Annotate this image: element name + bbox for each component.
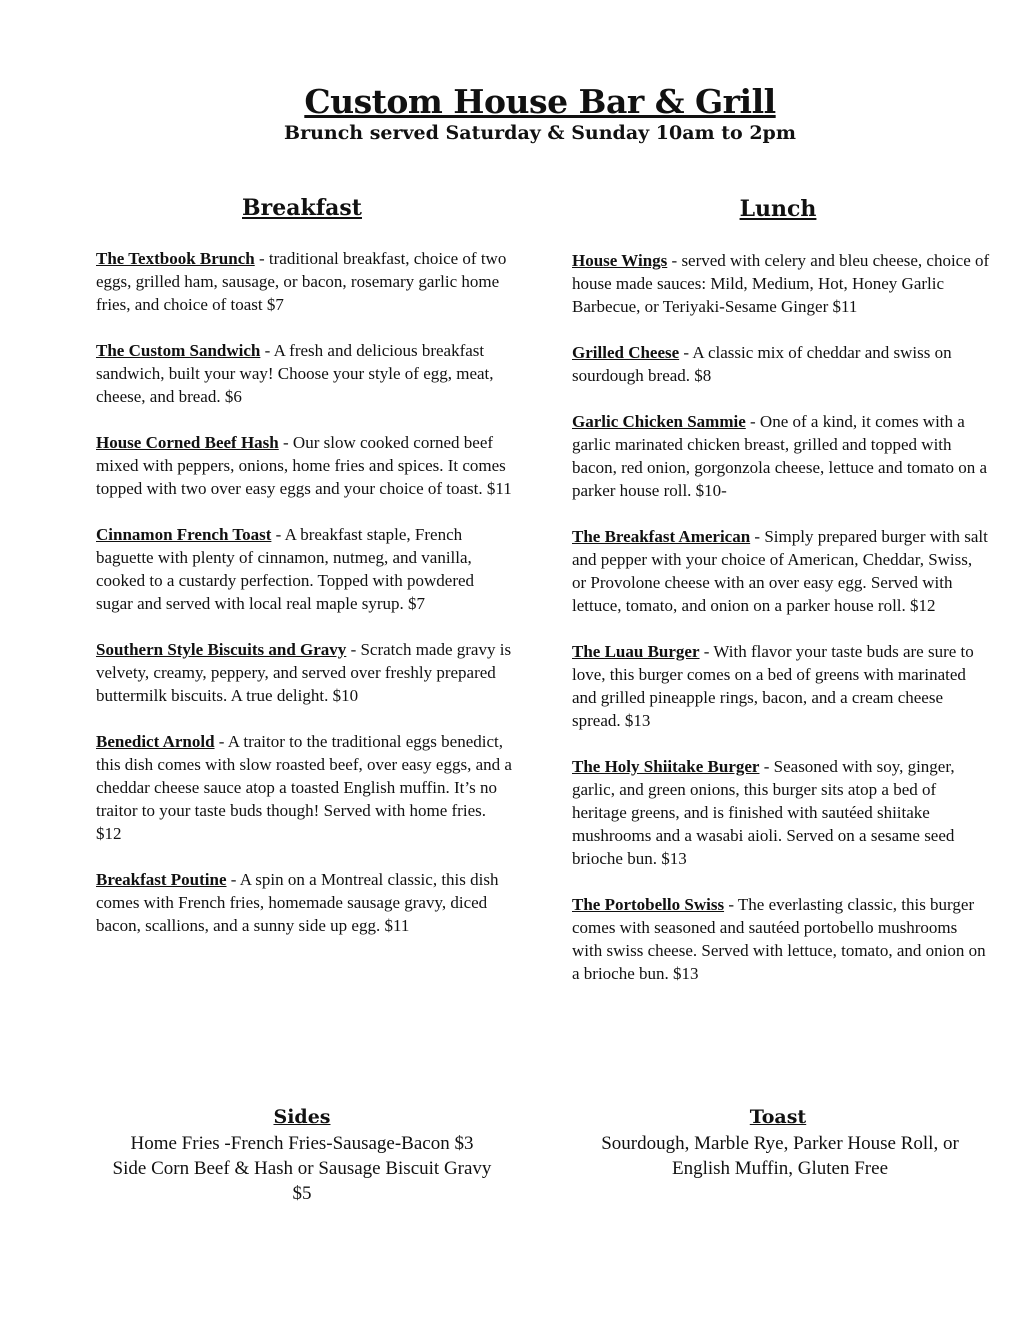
breakfast-heading: Breakfast <box>242 195 362 221</box>
menu-title: Custom House Bar & Grill <box>304 82 776 121</box>
breakfast-column <box>96 247 514 960</box>
brunch-hours: Brunch served Saturday & Sunday 10am to 2pm <box>284 122 796 144</box>
item-description: - A fresh and delicious breakfast sandwich, built your way! Choose your style of egg, meat, cheese, and bread. $6 <box>96 341 494 406</box>
item-description: - A breakfast staple, French baguette with plenty of cinnamon, nutmeg, and vanilla, cooked to a custardy perfection. Topped with powdered sugar and served with local real maple syrup. $7 <box>96 525 475 613</box>
menu-item <box>96 730 514 845</box>
menu-item <box>572 755 990 870</box>
item-name: Breakfast Poutine <box>96 870 227 889</box>
sides-line: Side Corn Beef & Hash or Sausage Biscuit Gravy $5 <box>112 1158 492 1204</box>
item-name: The Holy Shiitake Burger <box>572 757 760 776</box>
menu-item <box>572 525 990 617</box>
menu-item <box>96 523 514 615</box>
sides-heading: Sides <box>273 1106 331 1128</box>
item-name: Cinnamon French Toast <box>96 525 272 544</box>
menu-item <box>96 638 514 707</box>
toast-line: Sourdough, Marble Rye, Parker House Roll, or English Muffin, Gluten Free <box>601 1133 959 1179</box>
item-description: - The everlasting classic, this burger comes with seasoned and sautéed portobello mushrooms with swiss cheese. Served with lettuce, tomato, and onion on a brioche bun. $13 <box>572 895 986 983</box>
item-name: Southern Style Biscuits and Gravy <box>96 640 347 659</box>
item-description: - One of a kind, it comes with a garlic marinated chicken breast, grilled and topped with bacon, red onion, gorgonzola cheese, lettuce and tomato on a parker house roll. $10- <box>572 412 988 500</box>
item-description: - Our slow cooked corned beef mixed with peppers, onions, home fries and spices. It comes topped with two over easy eggs and your choice of toast. $11 <box>96 433 512 498</box>
menu-item <box>572 341 990 387</box>
lunch-column <box>572 249 990 1008</box>
menu-item <box>572 640 990 732</box>
item-description: - Simply prepared burger with salt and pepper with your choice of American, Cheddar, Swiss, or Provolone cheese with an over easy egg. Served with lettuce, tomato, and onion on a parker house roll. $12 <box>572 527 988 615</box>
lunch-heading: Lunch <box>739 196 817 222</box>
item-description: - A traitor to the traditional eggs benedict, this dish comes with slow roasted beef, over easy eggs, and a cheddar cheese sauce atop a toasted English muffin. It’s no traitor to your taste buds though! Served with home fries. $12 <box>96 732 512 843</box>
menu-item <box>572 410 990 502</box>
sides-block <box>96 1131 508 1206</box>
menu-item <box>96 339 514 408</box>
menu-item <box>96 431 514 500</box>
menu-item <box>572 893 990 985</box>
item-name: House Wings <box>572 251 668 270</box>
item-name: The Luau Burger <box>572 642 700 661</box>
sides-line: Home Fries -French Fries-Sausage-Bacon $3 <box>130 1133 474 1154</box>
item-description: - served with celery and bleu cheese, choice of house made sauces: Mild, Medium, Hot, Honey Garlic Barbecue, or Teriyaki-Sesame Ginger $11 <box>572 251 990 316</box>
item-name: The Custom Sandwich <box>96 341 261 360</box>
menu-item <box>96 247 514 316</box>
item-name: Grilled Cheese <box>572 343 680 362</box>
item-description: - With flavor your taste buds are sure to love, this burger comes on a bed of greens with marinated and grilled pineapple rings, bacon, and a cream cheese spread. $13 <box>572 642 974 730</box>
menu-item <box>572 249 990 318</box>
item-name: House Corned Beef Hash <box>96 433 279 452</box>
item-description: - A classic mix of cheddar and swiss on sourdough bread. $8 <box>572 343 952 385</box>
item-name: Benedict Arnold <box>96 732 215 751</box>
item-name: The Breakfast American <box>572 527 751 546</box>
item-description: - traditional breakfast, choice of two eggs, grilled ham, sausage, or bacon, rosemary garlic home fries, and choice of toast $7 <box>96 249 507 314</box>
item-description: - A spin on a Montreal classic, this dish comes with French fries, homemade sausage gravy, diced bacon, scallions, and a sunny side up egg. $11 <box>96 870 499 935</box>
item-name: The Portobello Swiss <box>572 895 725 914</box>
item-description: - Seasoned with soy, ginger, garlic, and green onions, this burger sits atop a bed of heritage greens, and is finished with sautéed shiitake mushrooms and a wasabi aioli. Served on a sesame seed brioche bun. $13 <box>572 757 955 868</box>
item-name: Garlic Chicken Sammie <box>572 412 746 431</box>
item-name: The Textbook Brunch <box>96 249 255 268</box>
menu-item <box>96 868 514 937</box>
toast-heading: Toast <box>749 1106 807 1128</box>
item-description: - Scratch made gravy is velvety, creamy, peppery, and served over freshly prepared buttermilk biscuits. A true delight. $10 <box>96 640 512 705</box>
